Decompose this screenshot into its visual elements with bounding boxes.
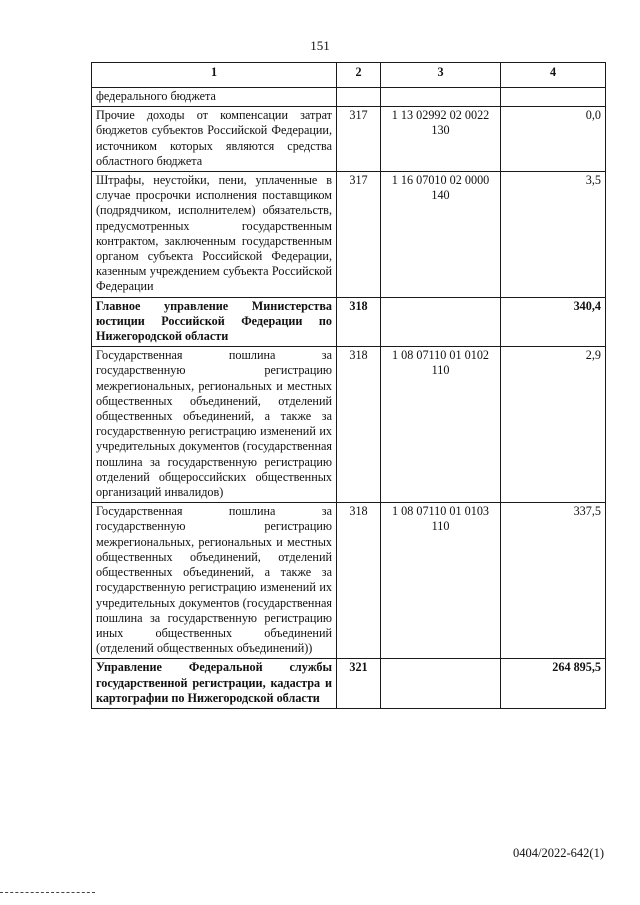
budget-code-cell [381,88,501,107]
revenue-name-cell: Штрафы, неустойки, пени, уплаченные в случае просрочки исполнения поставщиком (подрядчиком, исполнителем) обязательств, предусмотренных государственным контрактом, заключенным государственным органом субъекта Российской Федерации, казенным учреждением субъекта Российской Федерации [92,172,337,298]
administrator-name-cell: Управление Федеральной службы государственной регистрации, кадастра и картографии по Нижегородской области [92,659,337,709]
budget-code-cell [381,297,501,347]
amount-cell: 2,9 [501,347,606,503]
budget-code-cell: 1 08 07110 01 0103 110 [381,503,501,659]
table-row [92,172,606,298]
budget-revenue-table [91,62,606,709]
admin-code-cell: 317 [337,107,381,172]
table-row [92,347,606,503]
administrator-name-cell: Главное управление Министерства юстиции Российской Федерации по Нижегородской области [92,297,337,347]
amount-cell [501,88,606,107]
admin-code-cell [337,88,381,107]
table-row-administrator [92,297,606,347]
document-registration-code: 0404/2022-642(1) [513,846,604,860]
column-header-4: 4 [501,63,606,88]
footer-rule [0,892,95,893]
admin-code-cell: 318 [337,347,381,503]
budget-code-cell [381,659,501,709]
table-row [92,107,606,172]
column-header-2: 2 [337,63,381,88]
admin-code-cell: 317 [337,172,381,298]
budget-code-cell: 1 16 07010 02 0000 140 [381,172,501,298]
revenue-name-cell: Прочие доходы от компенсации затрат бюджетов субъектов Российской Федерации, источником которых являются средства областного бюджета [92,107,337,172]
amount-cell: 337,5 [501,503,606,659]
amount-cell: 3,5 [501,172,606,298]
amount-total-cell: 340,4 [501,297,606,347]
table-row-administrator [92,659,606,709]
revenue-name-cell: федерального бюджета [92,88,337,107]
budget-code-cell: 1 13 02992 02 0022 130 [381,107,501,172]
admin-code-cell: 318 [337,297,381,347]
table-row [92,503,606,659]
table-row [92,88,606,107]
admin-code-cell: 321 [337,659,381,709]
page-number: 151 [310,38,330,53]
column-header-3: 3 [381,63,501,88]
amount-cell: 0,0 [501,107,606,172]
revenue-name-cell: Государственная пошлина за государственную регистрацию межрегиональных, региональных и местных общественных объединений, отделений общественных объединений, а также за государственную регистрацию изменений их учредительных документов (государственная пошлина за государственную регистрацию отделений общероссийских общественных организаций инвалидов) [92,347,337,503]
budget-code-cell: 1 08 07110 01 0102 110 [381,347,501,503]
admin-code-cell: 318 [337,503,381,659]
column-header-1: 1 [92,63,337,88]
amount-total-cell: 264 895,5 [501,659,606,709]
revenue-name-cell: Государственная пошлина за государственную регистрацию межрегиональных, региональных и местных общественных объединений, отделений общественных объединений, а также за государственную регистрацию изменений их учредительных документов (государственная пошлина за государственную регистрацию иных общественных объединений (отделений общественных объединений)) [92,503,337,659]
table-header-row [92,63,606,88]
